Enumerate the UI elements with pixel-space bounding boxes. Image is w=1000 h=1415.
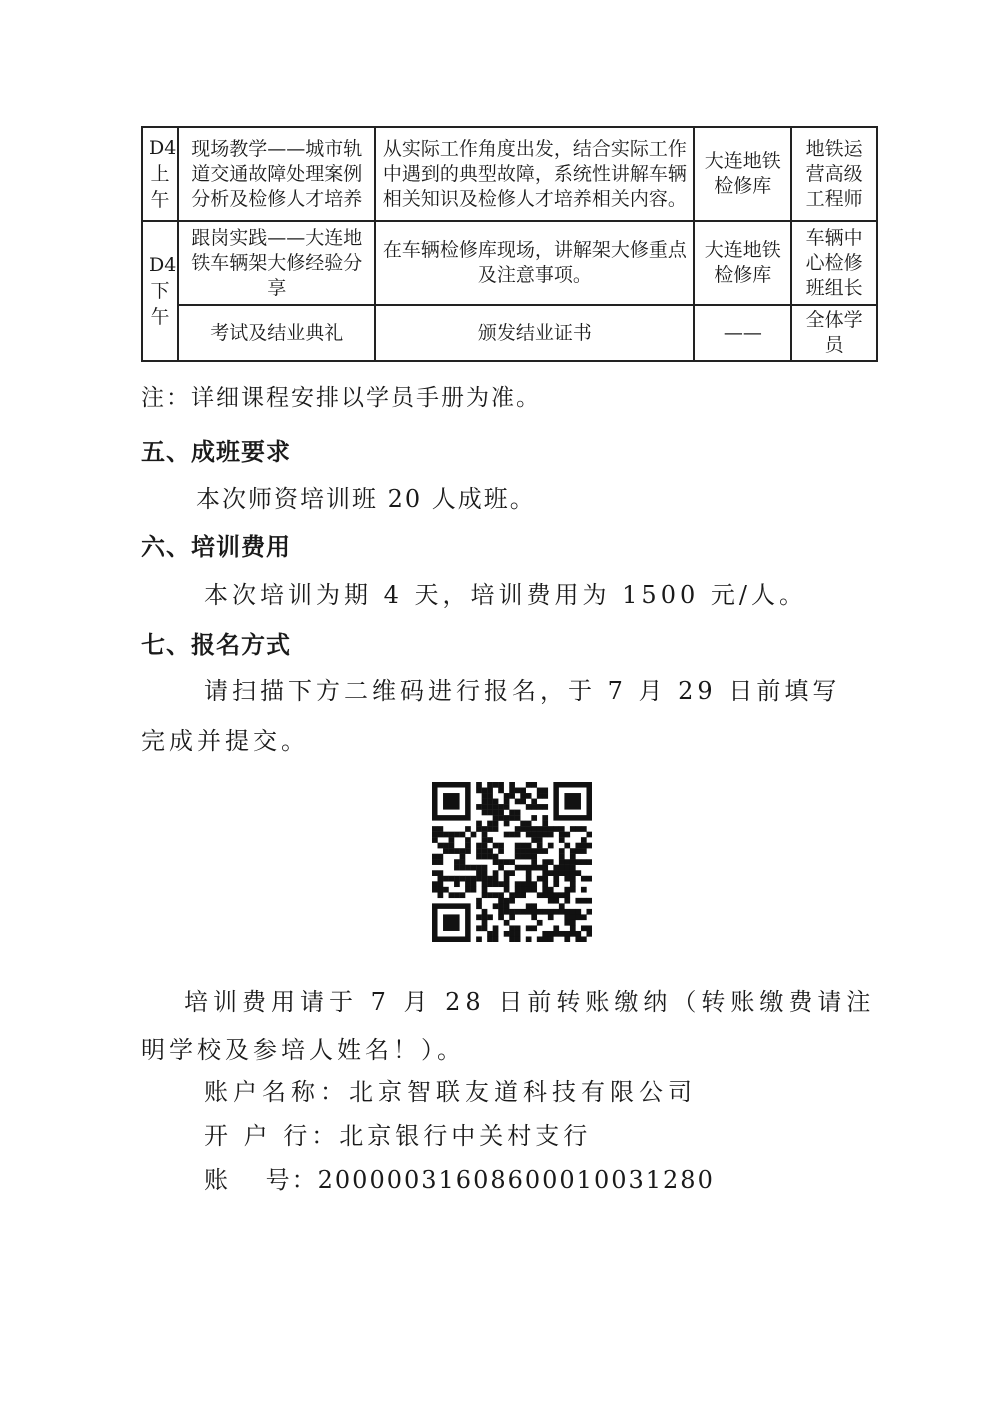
section-heading-training-fee: 六、培训费用 [141, 533, 291, 561]
payment-instruction-cont: 明学校及参培人姓名！）。 [141, 1036, 465, 1064]
section-text-registration: 请扫描下方二维码进行报名，于 7 月 29 日前填写 [204, 677, 841, 705]
day-char: 下 [150, 280, 170, 302]
bank-line [204, 1116, 591, 1151]
day-code: D4 [149, 254, 177, 276]
topic-cell: 现场教学——城市轨道交通故障处理案例分析及检修人才培养 [178, 127, 375, 221]
table-row [142, 305, 877, 361]
bank-label: 开 户 行： [204, 1122, 340, 1150]
section-text-training-fee: 本次培训为期 4 天，培训费用为 1500 元/人。 [204, 581, 807, 609]
content-cell: 在车辆检修库现场，讲解架大修重点及注意事项。 [375, 221, 694, 305]
place-cell: 大连地铁检修库 [694, 127, 791, 221]
account-number-value: 20000031608600010031280 [317, 1166, 715, 1194]
bank-value: 北京银行中关村支行 [339, 1122, 592, 1150]
day-char: 上 [150, 163, 170, 185]
account-name-line [204, 1072, 697, 1107]
account-number-label: 账 号： [204, 1166, 318, 1194]
day-code: D4 [149, 137, 177, 159]
day-char: 午 [150, 306, 170, 328]
section-text-class-requirement: 本次师资培训班 20 人成班。 [196, 485, 536, 513]
teacher-cell: 地铁运营高级工程师 [791, 127, 877, 221]
payment-instruction: 培训费用请于 7 月 28 日前转账缴纳（转账缴费请注 [184, 988, 876, 1016]
section-heading-registration: 七、报名方式 [141, 631, 291, 659]
schedule-note: 注：详细课程安排以学员手册为准。 [141, 385, 541, 411]
account-name-label: 账户名称： [204, 1078, 349, 1106]
registration-qr-code[interactable] [432, 782, 592, 942]
account-number-line [204, 1160, 715, 1195]
place-cell: 大连地铁检修库 [694, 221, 791, 305]
account-name-value: 北京智联友道科技有限公司 [349, 1078, 697, 1106]
place-cell: —— [694, 305, 791, 361]
section-heading-class-requirement: 五、成班要求 [141, 438, 291, 466]
schedule-table [141, 126, 878, 362]
day-char: 午 [150, 189, 170, 211]
content-cell: 从实际工作角度出发，结合实际工作中遇到的典型故障，系统性讲解车辆相关知识及检修人才培养相关内容。 [375, 127, 694, 221]
teacher-cell: 全体学员 [791, 305, 877, 361]
section-text-registration-cont: 完成并提交。 [141, 727, 309, 755]
content-cell: 颁发结业证书 [375, 305, 694, 361]
topic-cell: 跟岗实践——大连地铁车辆架大修经验分享 [178, 221, 375, 305]
teacher-cell: 车辆中心检修班组长 [791, 221, 877, 305]
table-row [142, 221, 877, 305]
topic-cell: 考试及结业典礼 [178, 305, 375, 361]
table-row [142, 127, 877, 221]
day-cell [142, 221, 178, 361]
day-cell [142, 127, 178, 221]
